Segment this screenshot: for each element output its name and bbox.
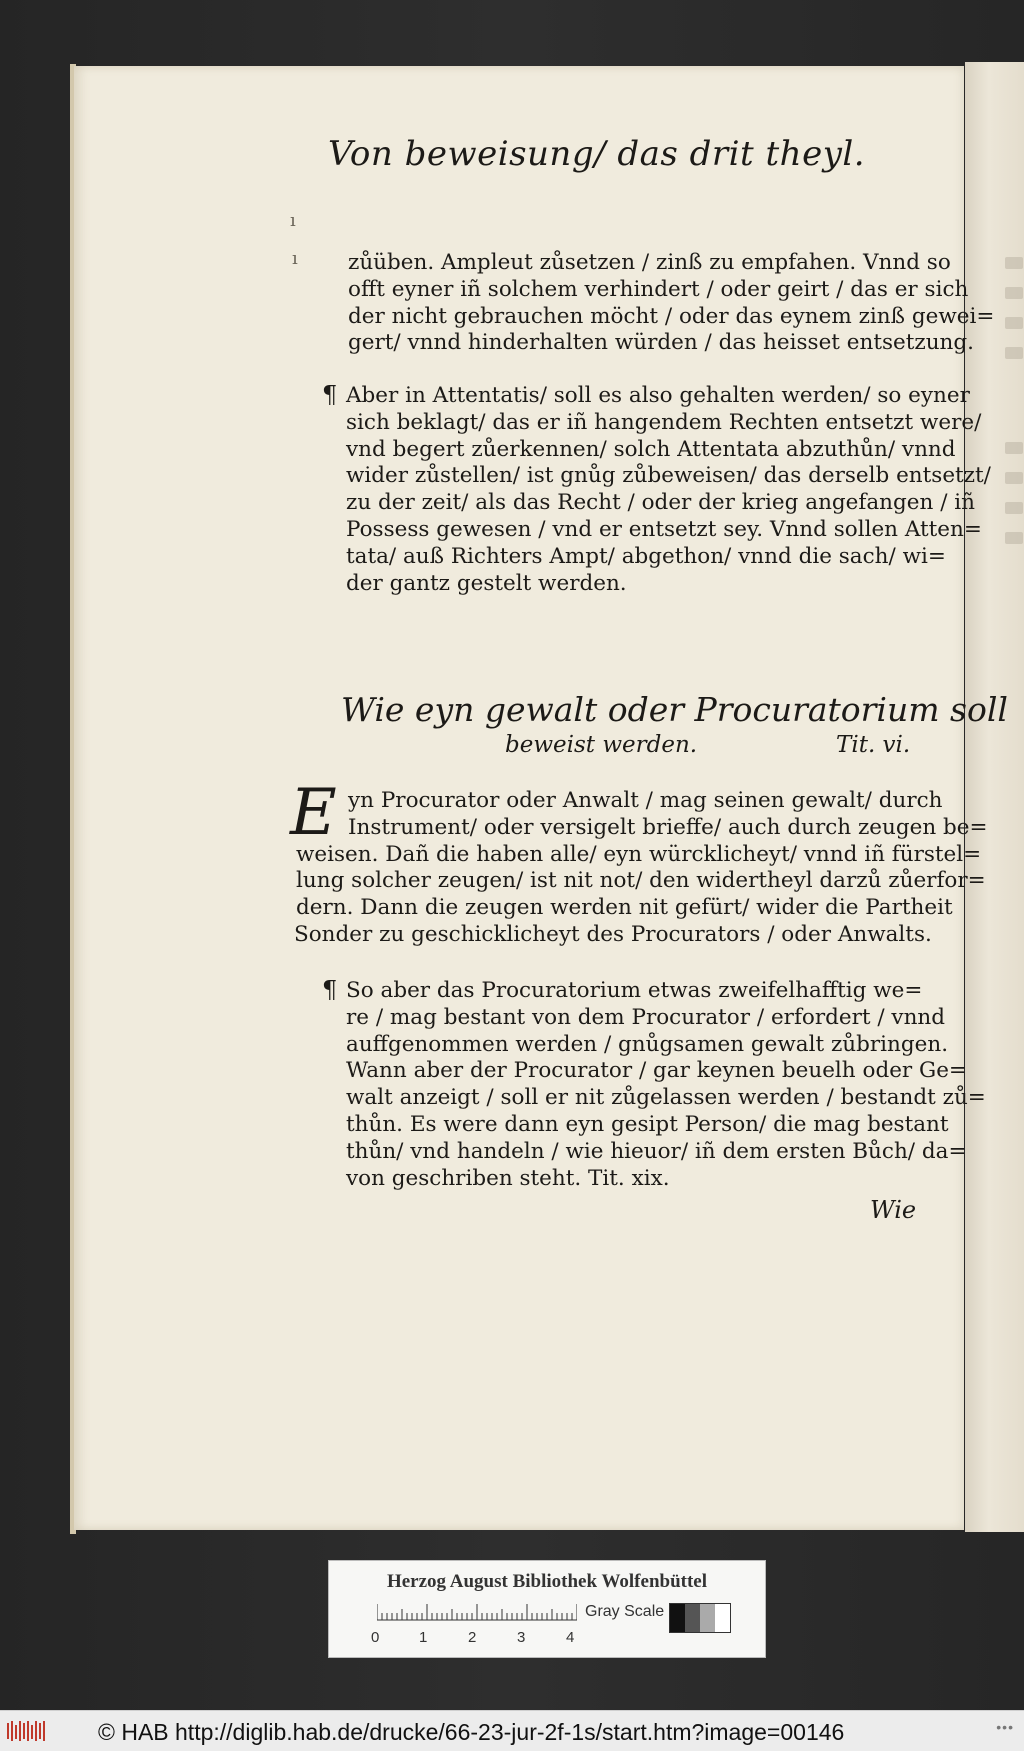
text-line: vnd begert zůerkennen/ solch Attentata abzuthůn/ vnnd (346, 436, 956, 462)
ghost-text-mark (1005, 257, 1023, 269)
initial-letter: E (290, 776, 337, 850)
text-line: der nicht gebrauchen möcht / oder das eynem zinß gewei= (348, 303, 995, 329)
paragraph-3 (294, 788, 988, 949)
section-title-continued: beweist werden. (505, 732, 698, 758)
text-line: So aber das Procuratorium etwas zweifelhafftig we= (346, 978, 923, 1003)
text-line: von geschriben steht. Tit. xix. (346, 1165, 670, 1191)
gray-swatch (670, 1604, 685, 1632)
text-line: thůn/ vnd handeln / wie hieuor/ iñ dem ersten Bůch/ da= (346, 1138, 967, 1164)
gray-swatch (685, 1604, 700, 1632)
gray-swatch (700, 1604, 715, 1632)
gray-swatch (715, 1604, 730, 1632)
text-line: yn Procurator oder Anwalt / mag seinen gewalt/ durch (348, 788, 943, 813)
gray-scale-swatches (669, 1603, 731, 1633)
text-line: tata/ auß Richters Ampt/ abgethon/ vnnd die sach/ wi= (346, 543, 946, 569)
more-icon[interactable]: ••• (996, 1719, 1014, 1735)
pilcrow-mark: ¶ (322, 381, 338, 409)
text-line: gert/ vnnd hinderhalten würden / das heisset entsetzung. (348, 330, 974, 356)
hab-logo-icon (6, 1719, 46, 1743)
ghost-text-mark (1005, 317, 1023, 329)
text-line: sich beklagt/ das er iñ hangendem Rechten entsetzt were/ (346, 409, 982, 435)
running-head: Von beweisung/ das drit theyl. (328, 134, 866, 174)
footer-bar (0, 1710, 1024, 1751)
ghost-text-mark (1005, 472, 1023, 484)
text-line: lung solcher zeugen/ ist nit not/ den widertheyl darzů zůerfor= (296, 868, 986, 894)
gray-scale-label: Gray Scale (585, 1603, 665, 1620)
text-line: dern. Dann die zeugen werden nit gefürt/ wider die Partheit (296, 895, 953, 921)
text-line: offt eyner iñ solchem verhindert / oder geirt / das er sich (348, 276, 969, 302)
text-line: auffgenommen werden / gnůgsamen gewalt zůbringen. (346, 1031, 949, 1057)
ruler-number: 4 (566, 1629, 575, 1646)
margin-mark: ı (292, 248, 298, 269)
paragraph-4 (346, 978, 986, 1192)
text-line: Wann aber der Procurator / gar keynen beuelh oder Ge= (346, 1058, 967, 1084)
ghost-text-mark (1005, 532, 1023, 544)
measurement-ruler (377, 1603, 577, 1621)
catchword: Wie (870, 1196, 917, 1224)
ruler-number: 2 (468, 1629, 477, 1646)
pilcrow-mark: ¶ (322, 976, 338, 1004)
text-line: wider zůstellen/ ist gnůg zůbeweisen/ das derselb entsetzt/ (346, 463, 991, 489)
paragraph-1 (348, 250, 994, 357)
ruler-numbers (371, 1629, 601, 1649)
text-line: Aber in Attentatis/ soll es also gehalten werden/ so eyner (346, 383, 970, 408)
text-line: weisen. Dañ die haben alle/ eyn würcklicheyt/ vnnd iñ fürstel= (296, 841, 982, 867)
title-reference: Tit. vi. (836, 732, 911, 758)
ghost-text-mark (1005, 442, 1023, 454)
text-line: Possess gewesen / vnd er entsetzt sey. Vnnd sollen Atten= (346, 516, 982, 542)
ghost-text-mark (1005, 502, 1023, 514)
text-line: walt anzeigt / soll er nit zůgelassen werden / bestandt zů= (346, 1085, 986, 1111)
library-name: Herzog August Bibliothek Wolfenbüttel (386, 1571, 708, 1592)
text-line: Sonder zu geschicklicheyt des Procurators / oder Anwalts. (294, 921, 932, 947)
text-line: Instrument/ oder versigelt brieffe/ auch durch zeugen be= (348, 814, 988, 840)
ghost-text-mark (1005, 347, 1023, 359)
text-line: re / mag bestant von dem Procurator / erfordert / vnnd (346, 1004, 946, 1030)
paragraph-2 (346, 383, 991, 597)
library-color-card (328, 1560, 766, 1658)
text-line: thůn. Es were dann eyn gesipt Person/ die mag bestant (346, 1111, 949, 1137)
margin-mark: ı (290, 210, 296, 231)
ruler-number: 0 (371, 1629, 380, 1646)
ruler-number: 3 (517, 1629, 526, 1646)
text-line: zu der zeit/ als das Recht / oder der krieg angefangen / iñ (346, 490, 976, 516)
copyright-url: © HAB http://diglib.hab.de/drucke/66-23-jur-2f-1s/start.htm?image=00146 (98, 1719, 845, 1745)
ruler-number: 1 (419, 1629, 428, 1646)
section-title: Wie eyn gewalt oder Procuratorium soll (341, 690, 1008, 729)
ghost-text-mark (1005, 287, 1023, 299)
text-line: zůüben. Ampleut zůsetzen / zinß zu empfahen. Vnnd so (348, 250, 951, 275)
text-line: der gantz gestelt werden. (346, 570, 627, 596)
